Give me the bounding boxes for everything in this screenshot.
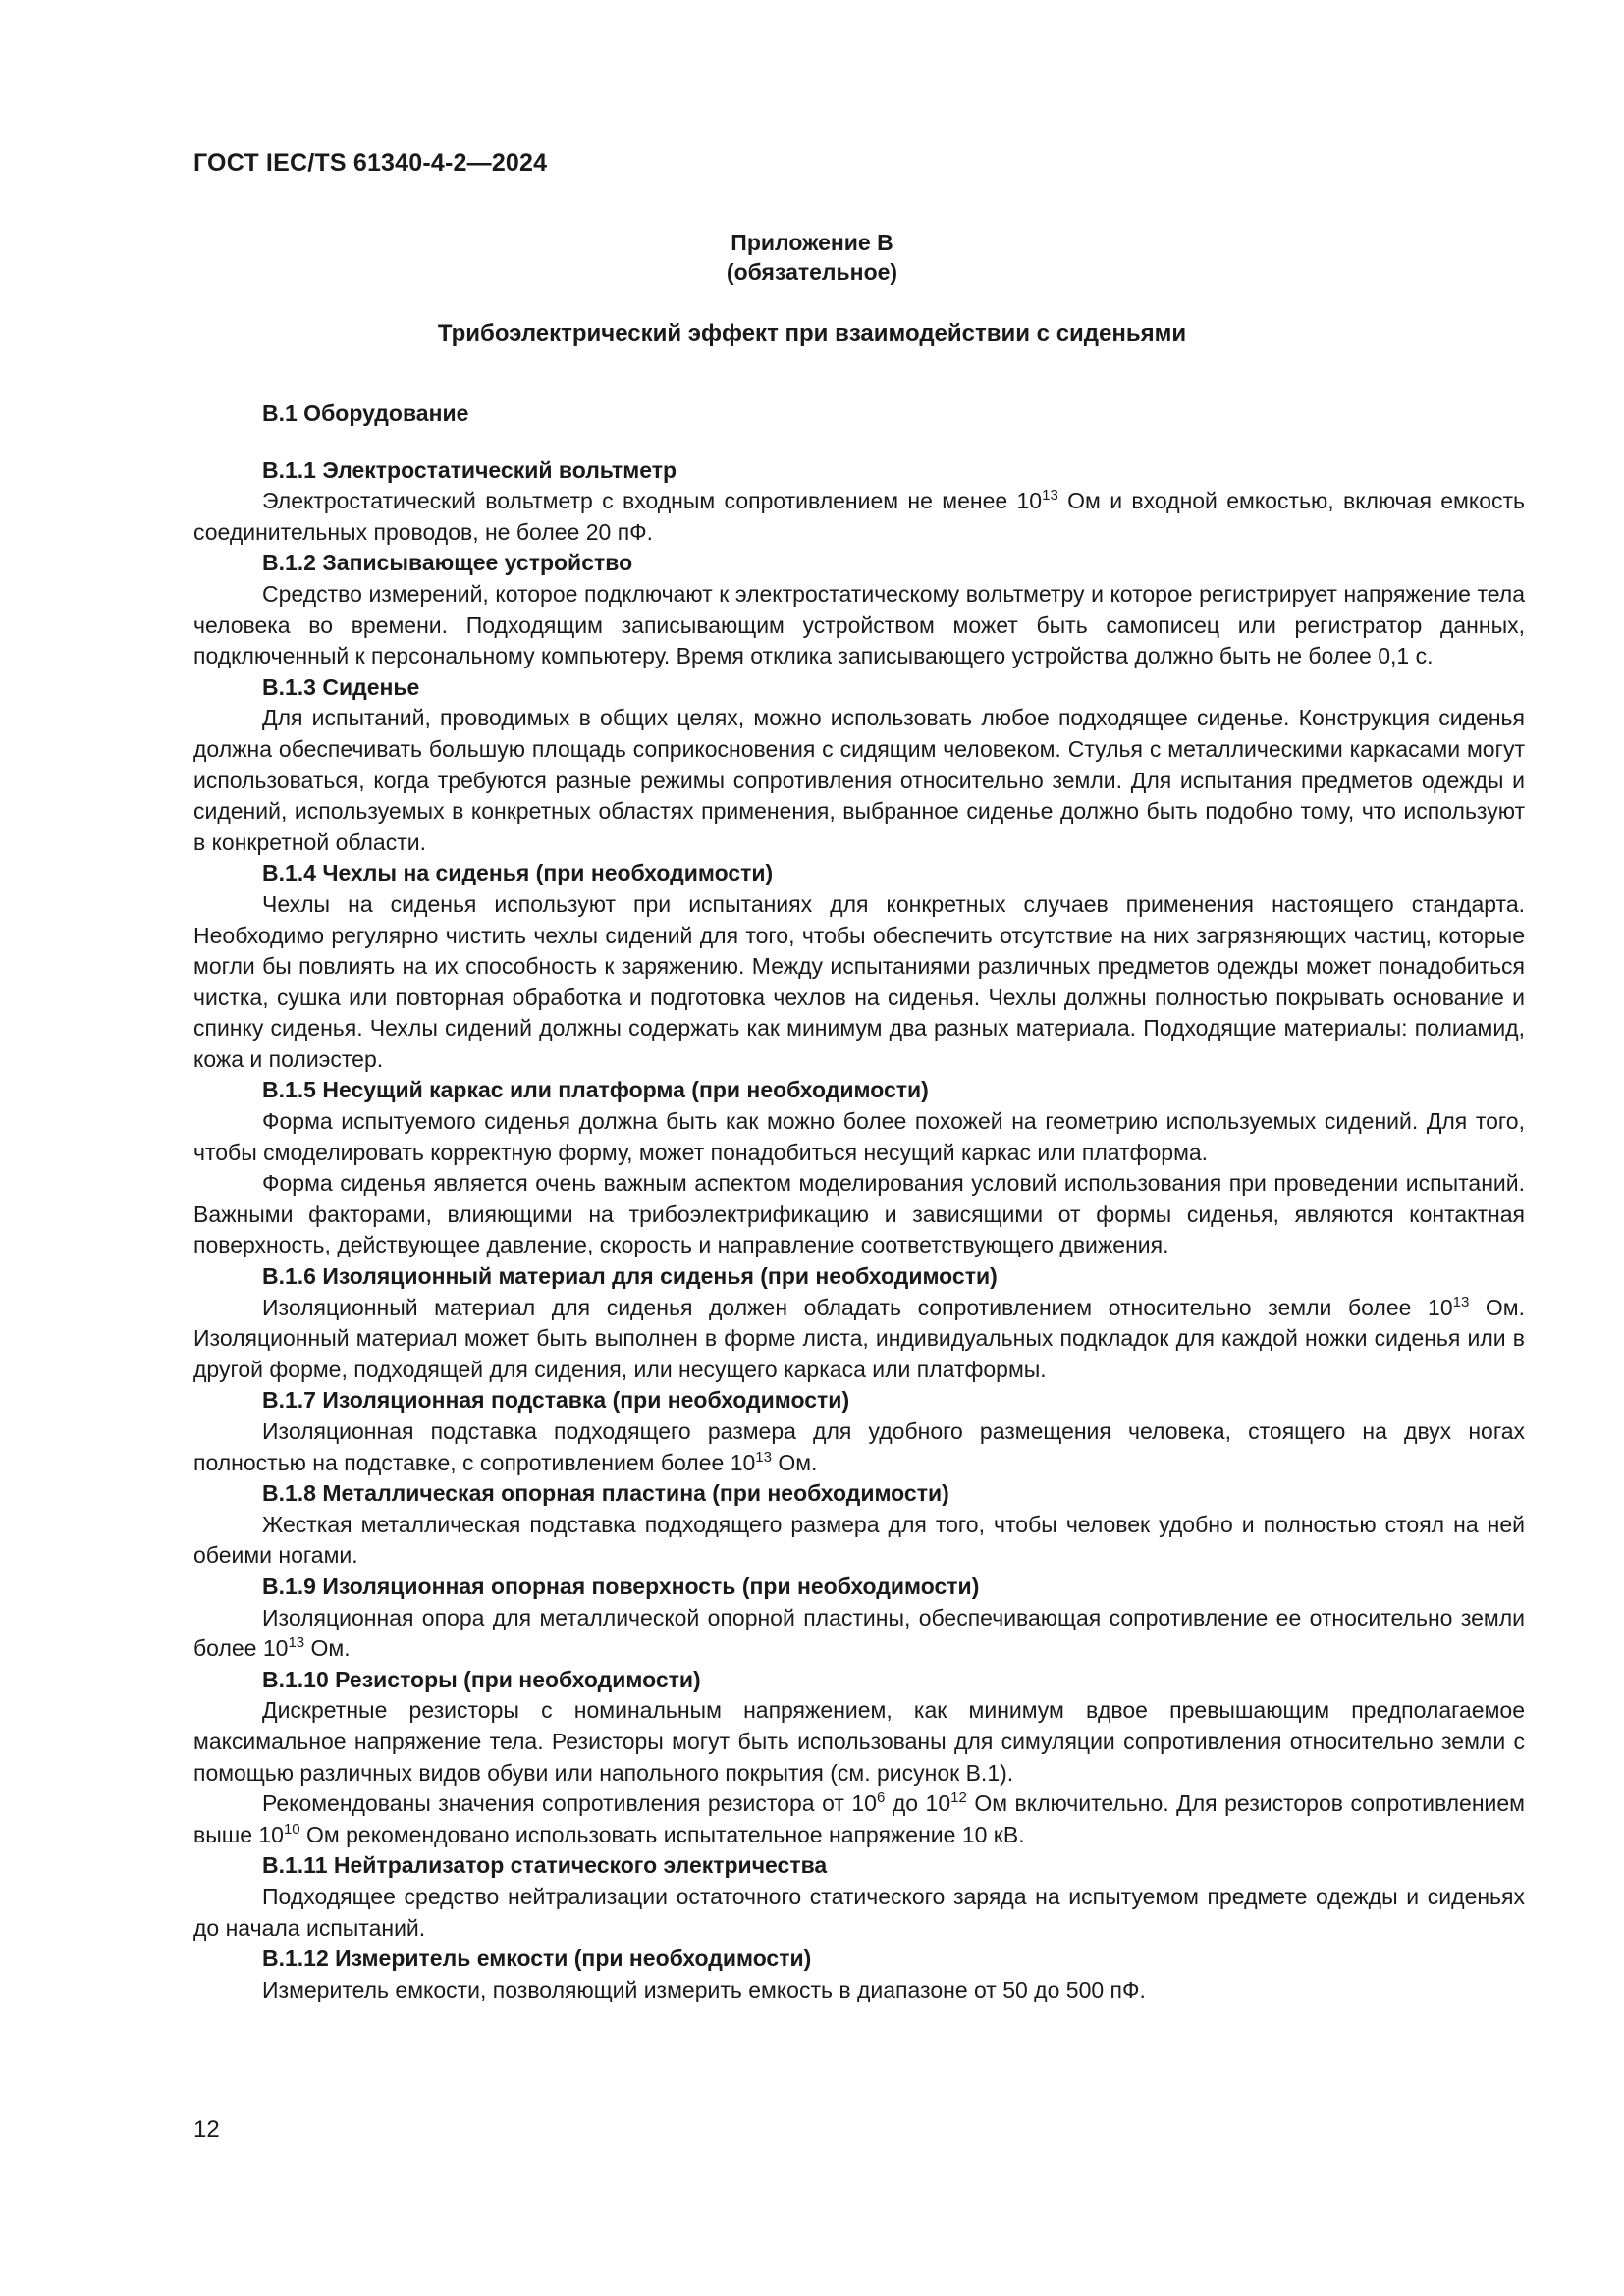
- section-b1-3-text: Для испытаний, проводимых в общих целях, можно использовать любое подходящее сиденье. Конструкция сиденья должна обеспечивать большую площадь соприкосновения с сидящим человеком. Стулья с металлическими каркасами могут использоваться, когда требуются разные режимы сопротивления относительно земли. Для испытания предметов одежды и сидений, используемых в конкретных областях применения, выбранное сиденье должно быть подобно тому, что используют в конкретной области.: [193, 705, 1525, 855]
- annex-heading: [0, 228, 1624, 287]
- section-b1-3-heading: B.1.3 Сиденье: [262, 673, 420, 700]
- section-b1-9-heading: B.1.9 Изоляционная опорная поверхность (при необходимости): [262, 1573, 980, 1599]
- section-b1-8-text: Жесткая металлическая подставка подходящего размера для того, чтобы человек удобно и полностью стоял на ней обеими ногами.: [193, 1511, 1525, 1569]
- section-b1-11-text: Подходящее средство нейтрализации остаточного статического заряда на испытуемом предмете одежды и сиденьях до начала испытаний.: [193, 1883, 1525, 1941]
- section-b1-7-heading: B.1.7 Изоляционная подставка (при необходимости): [262, 1387, 850, 1414]
- section-b1-10-text-2: Рекомендованы значения сопротивления резистора от $10^6$ до $10^{12}$ Ом включительно. Для резисторов сопротивлением выше $10^{10}$ Ом рекомендовано использовать испытательное напряжение 10 кВ.: [193, 1789, 1525, 1847]
- section-b1-1-text: Электростатический вольтметр с входным сопротивлением не менее $10^{13}$ Ом и входной емкостью, включая емкость соединительных проводов, не более 20 пФ.: [193, 487, 1525, 545]
- section-b1-5-text-1: Форма испытуемого сиденья должна быть как можно более похожей на геометрию используемых сидений. Для того, чтобы смоделировать корректную форму, может понадобиться несущий каркас или платформа.: [193, 1108, 1525, 1165]
- page-number: 12: [193, 2116, 220, 2143]
- section-b1-7-text: Изоляционная подставка подходящего размера для удобного размещения человека, стоящего на двух ногах полностью на подставке, с сопротивлением более $10^{13}$ Ом.: [193, 1418, 1525, 1475]
- annex-status: (обязательное): [726, 259, 898, 285]
- section-b1-10-heading: B.1.10 Резисторы (при необходимости): [262, 1666, 701, 1692]
- document-body: [193, 399, 1525, 2005]
- section-b1-2-heading: B.1.2 Записывающее устройство: [262, 550, 633, 576]
- section-b1-9-text: Изоляционная опора для металлической опорной пластины, обеспечивающая сопротивление ее относительно земли более $10^{13}$ Ом.: [193, 1604, 1525, 1662]
- section-b1-4-text: Чехлы на сиденья используют при испытаниях для конкретных случаев применения настоящего стандарта. Необходимо регулярно чистить чехлы сидений для того, чтобы обеспечить отсутствие на них загрязняющих частиц, которые могли бы повлиять на их способность к заряжению. Между испытаниями различных предметов одежды может понадобиться чистка, сушка или повторная обработка и подготовка чехлов на сиденья. Чехлы должны полностью покрывать основание и спинку сиденья. Чехлы сидений должны содержать как минимум два разных материала. Подходящие материалы: полиамид, кожа и полиэстер.: [193, 890, 1525, 1072]
- section-b1-10-text-1: Дискретные резисторы с номинальным напряжением, как минимум вдвое превышающим предполагаемое максимальное напряжение тела. Резисторы могут быть использованы для симуляции сопротивления относительно земли с помощью различных видов обуви или напольного покрытия (см. рисунок B.1).: [193, 1697, 1525, 1786]
- section-b1-heading: B.1 Оборудование: [262, 400, 469, 426]
- section-b1-12-text: Измеритель емкости, позволяющий измерить емкость в диапазоне от 50 до 500 пФ.: [262, 1976, 1146, 2002]
- section-b1-5-heading: B.1.5 Несущий каркас или платформа (при необходимости): [262, 1077, 929, 1103]
- annex-title: Трибоэлектрический эффект при взаимодействии с сиденьями: [437, 320, 1187, 347]
- section-b1-5-text-2: Форма сиденья является очень важным аспектом моделирования условий использования при проведении испытаний. Важными факторами, влияющими на трибоэлектрификацию и зависящими от формы сиденья, являются контактная поверхность, действующее давление, скорость и направление соответствующего движения.: [193, 1170, 1525, 1258]
- section-b1-1-heading: B.1.1 Электростатический вольтметр: [262, 456, 677, 483]
- annex-label: Приложение B: [731, 230, 893, 255]
- section-b1-4-heading: B.1.4 Чехлы на сиденья (при необходимости): [262, 860, 774, 886]
- section-b1-11-heading: B.1.11 Нейтрализатор статического электричества: [262, 1852, 828, 1879]
- section-b1-12-heading: B.1.12 Измеритель емкости (при необходимости): [262, 1946, 812, 1972]
- document-id: ГОСТ IEC/TS 61340-4-2—2024: [193, 149, 548, 177]
- section-b1-8-heading: B.1.8 Металлическая опорная пластина (при необходимости): [262, 1480, 949, 1507]
- section-b1-2-text: Средство измерений, которое подключают к электростатическому вольтметру и которое регистрирует напряжение тела человека во времени. Подходящим записывающим устройством может быть самописец или регистратор данных, подключенный к персональному компьютеру. Время отклика записывающего устройства должно быть не более 0,1 с.: [193, 580, 1525, 669]
- section-b1-6-heading: B.1.6 Изоляционный материал для сиденья (при необходимости): [262, 1263, 998, 1290]
- section-b1-6-text: Изоляционный материал для сиденья должен обладать сопротивлением относительно земли более $10^{13}$ Ом. Изоляционный материал может быть выполнен в форме листа, индивидуальных подкладок для каждой ножки сиденья или в другой форме, подходящей для сидения, или несущего каркаса или платформы.: [193, 1293, 1525, 1382]
